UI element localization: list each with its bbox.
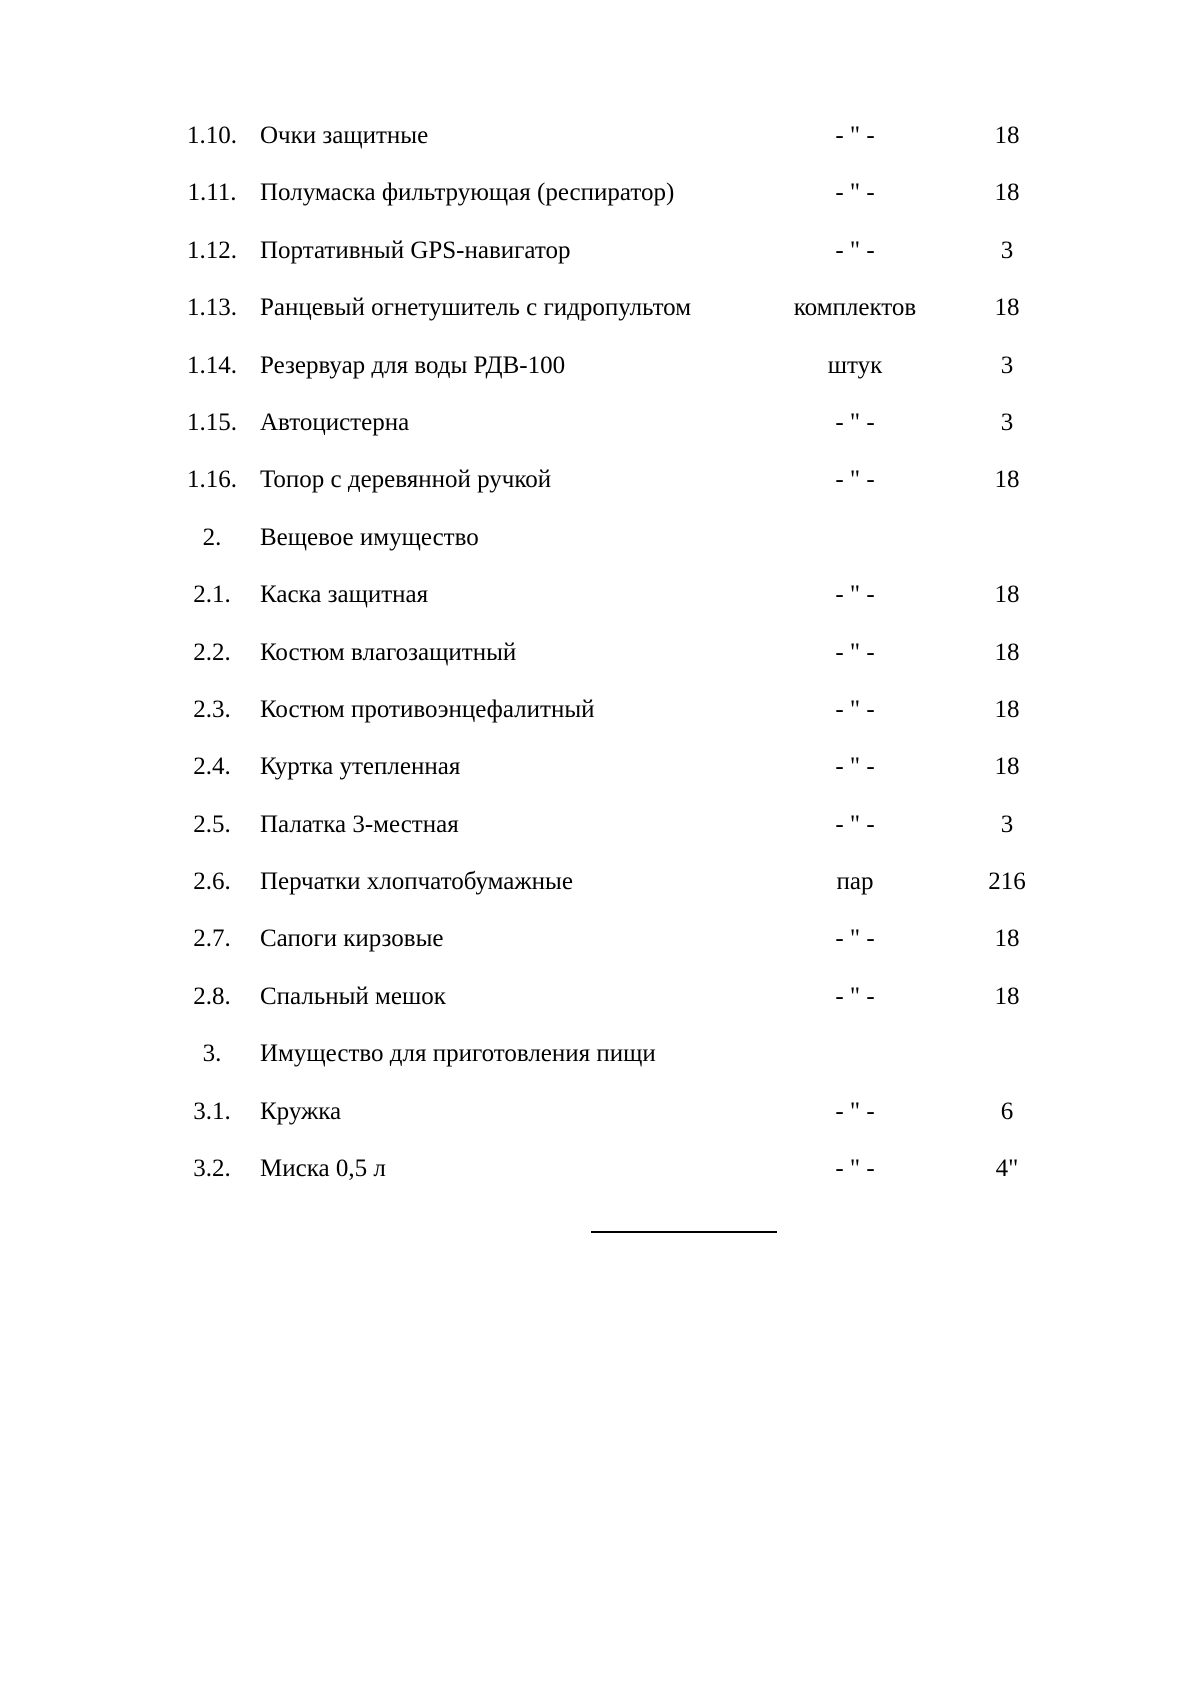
item-number: 3.1.: [193, 1097, 231, 1125]
item-quantity: 18: [994, 753, 1020, 781]
list-row: [0, 451, 1200, 508]
list-row: [0, 738, 1200, 795]
item-quantity: 3: [1000, 408, 1014, 436]
item-name: Ранцевый огнетушитель с гидропультом: [260, 294, 692, 322]
item-name: Полумаска фильтрующая (респиратор): [260, 179, 675, 207]
item-quantity: 18: [994, 638, 1020, 666]
item-unit: - " -: [835, 466, 875, 494]
item-name: Костюм влагозащитный: [260, 638, 517, 666]
item-number: 1.16.: [187, 466, 237, 494]
list-row: [0, 394, 1200, 451]
list-row: [0, 624, 1200, 681]
item-number: 2.1.: [193, 581, 231, 609]
item-quantity: 6: [1000, 1097, 1014, 1125]
item-quantity: 3: [1000, 351, 1014, 379]
list-row: [0, 681, 1200, 738]
list-row: [0, 107, 1200, 164]
item-quantity: 18: [994, 695, 1020, 723]
item-unit: - " -: [835, 925, 875, 953]
item-name: Резервуар для воды РДВ-100: [260, 351, 566, 379]
item-name: Миска 0,5 л: [260, 1155, 386, 1183]
item-unit: - " -: [835, 408, 875, 436]
item-unit: - " -: [835, 753, 875, 781]
item-unit: - " -: [835, 581, 875, 609]
item-quantity: 18: [994, 466, 1020, 494]
list-row: [0, 796, 1200, 853]
item-unit: - " -: [835, 982, 875, 1010]
list-row: [0, 968, 1200, 1025]
item-number: 2.4.: [193, 753, 231, 781]
list-row: [0, 279, 1200, 336]
item-quantity: 18: [994, 982, 1020, 1010]
item-name: Перчатки хлопчатобумажные: [260, 868, 573, 896]
item-name: Сапоги кирзовые: [260, 925, 444, 953]
item-number: 2.7.: [193, 925, 231, 953]
item-name: Вещевое имущество: [260, 523, 479, 551]
item-name: Топор с деревянной ручкой: [260, 466, 552, 494]
item-unit: штук: [827, 351, 883, 379]
item-unit: пар: [836, 868, 874, 896]
item-unit: - " -: [835, 122, 875, 149]
item-number: 1.11.: [187, 179, 237, 207]
item-number: 2.3.: [193, 695, 231, 723]
item-number: 1.10.: [187, 122, 237, 149]
item-unit: - " -: [835, 695, 875, 723]
item-unit: - " -: [835, 1155, 875, 1183]
item-name: Палатка 3-местная: [260, 810, 459, 838]
item-number: 3.: [202, 1040, 222, 1068]
item-name: Спальный мешок: [260, 982, 446, 1010]
item-unit: - " -: [835, 638, 875, 666]
item-number: 1.14.: [187, 351, 237, 379]
item-unit: - " -: [835, 179, 875, 207]
item-number: 3.2.: [193, 1155, 231, 1183]
item-quantity: 3: [1000, 810, 1014, 838]
equipment-list: [0, 107, 1200, 1197]
list-row: [0, 1140, 1200, 1197]
item-name: Очки защитные: [260, 122, 429, 149]
item-name: Костюм противоэнцефалитный: [260, 695, 595, 723]
list-row: [0, 337, 1200, 394]
item-name: Автоцистерна: [260, 408, 410, 436]
end-separator-line: [591, 1231, 777, 1233]
list-row: [0, 222, 1200, 279]
item-number: 1.12.: [187, 236, 237, 264]
list-row: [0, 1083, 1200, 1140]
item-name: Портативный GPS-навигатор: [260, 236, 571, 264]
item-number: 2.2.: [193, 638, 231, 666]
item-number: 2.8.: [193, 982, 231, 1010]
item-quantity: 216: [988, 868, 1026, 896]
list-row: [0, 566, 1200, 623]
item-name: Кружка: [260, 1097, 342, 1125]
list-row: [0, 509, 1200, 566]
list-row: [0, 853, 1200, 910]
item-quantity: 18: [994, 294, 1020, 322]
item-name: Куртка утепленная: [260, 753, 461, 781]
list-row: [0, 1025, 1200, 1082]
item-number: 2.6.: [193, 868, 231, 896]
item-quantity: 18: [994, 925, 1020, 953]
item-quantity: 3: [1000, 236, 1014, 264]
list-row: [0, 164, 1200, 221]
item-number: 2.: [202, 523, 222, 551]
item-unit: - " -: [835, 1097, 875, 1125]
item-number: 1.13.: [187, 294, 237, 322]
item-name: Имущество для приготовления пищи: [260, 1040, 656, 1068]
item-quantity: 18: [994, 179, 1020, 207]
item-number: 2.5.: [193, 810, 231, 838]
list-row: [0, 910, 1200, 967]
item-unit: комплектов: [793, 294, 917, 322]
item-quantity: 18: [994, 122, 1020, 149]
item-quantity: 4": [995, 1155, 1019, 1183]
item-unit: - " -: [835, 236, 875, 264]
item-quantity: 18: [994, 581, 1020, 609]
item-unit: - " -: [835, 810, 875, 838]
item-name: Каска защитная: [260, 581, 429, 609]
item-number: 1.15.: [187, 408, 237, 436]
